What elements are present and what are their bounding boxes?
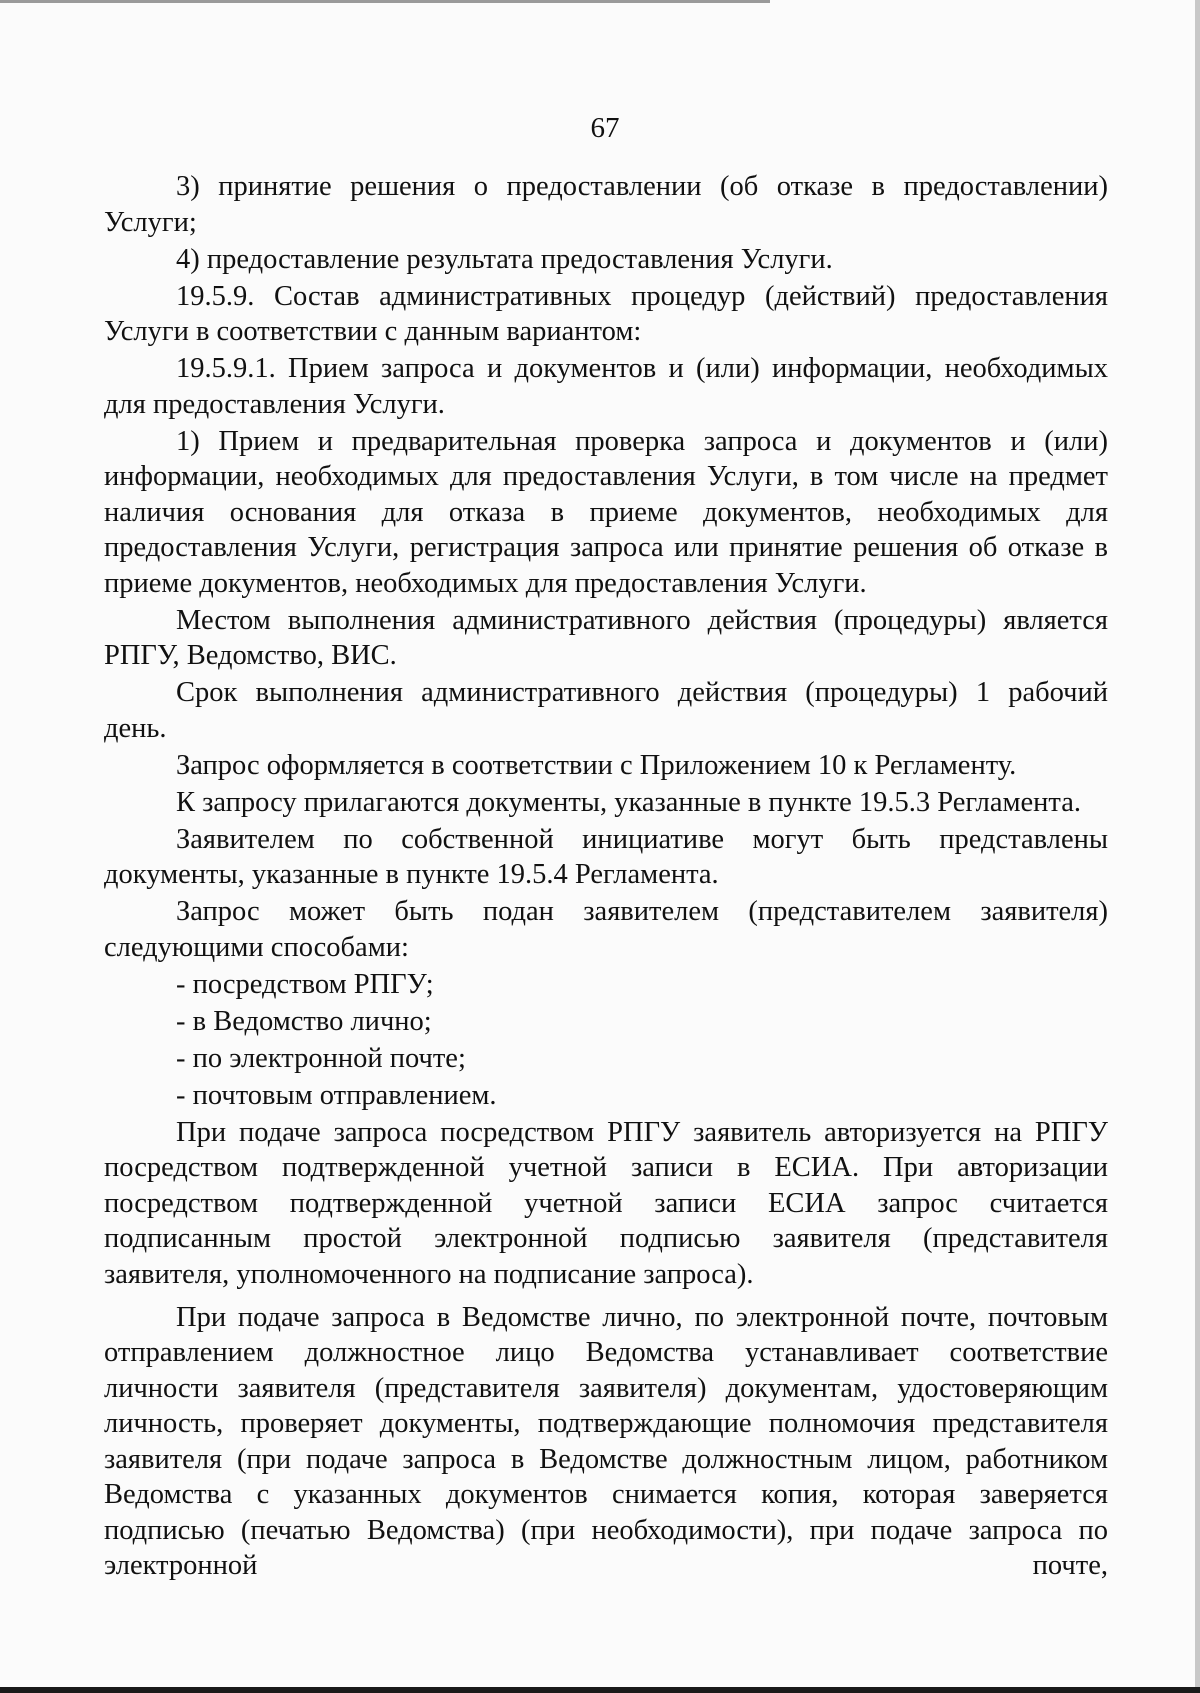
scan-top-edge: [0, 0, 770, 3]
page-number: 67: [590, 112, 620, 144]
paragraph-rpgu-submission: При подаче запроса посредством РПГУ заявитель авторизуется на РПГУ посредством подтвержденной учетной записи в ЕСИА. При авторизации посредством подтвержденной учетной записи ЕСИА запрос считается подписанным простой электронной подписью заявителя (представителя заявителя, уполномоченного на подписание запроса).: [104, 1116, 1108, 1290]
paragraph-step-1: 1) Прием и предварительная проверка запроса и документов и (или) информации, необходимых для предоставления Услуги, в том числе на предмет наличия основания для отказа в приеме документов, необходимых для предоставления Услуги, регистрация запроса или принятие решения об отказе в приеме документов, необходимых для предоставления Услуги.: [104, 425, 1108, 599]
list-item: - посредством РПГУ;: [176, 968, 434, 1000]
scan-bottom-edge: [0, 1687, 1200, 1693]
list-item: - в Ведомство лично;: [176, 1005, 432, 1037]
paragraph-request-form: Запрос оформляется в соответствии с Приложением 10 к Регламенту.: [176, 749, 1017, 781]
paragraph-own-initiative: Заявителем по собственной инициативе могут быть представлены документы, указанные в пункте 19.5.4 Регламента.: [104, 823, 1108, 890]
paragraph-19-5-9: 19.5.9. Состав административных процедур (действий) предоставления Услуги в соответствии с данным вариантом:: [104, 280, 1108, 347]
document-body: [104, 169, 1108, 1585]
paragraph-submission-ways: Запрос может быть подан заявителем (представителем заявителя) следующими способами:: [104, 896, 1108, 963]
list-item: - почтовым отправлением.: [176, 1079, 497, 1111]
paragraph-item-4: 4) предоставление результата предоставления Услуги.: [176, 243, 833, 275]
paragraph-item-3: 3) принятие решения о предоставлении (об отказе в предоставлении) Услуги;: [104, 171, 1108, 238]
paragraph-term: Срок выполнения административного действия (процедуры) 1 рабочий день.: [104, 677, 1108, 744]
paragraph-19-5-9-1: 19.5.9.1. Прием запроса и документов и (или) информации, необходимых для предоставления Услуги.: [104, 353, 1108, 420]
paragraph-place: Местом выполнения административного действия (процедуры) является РПГУ, Ведомство, ВИС.: [104, 604, 1108, 671]
scan-right-edge: [1195, 0, 1200, 1693]
paragraph-attachments: К запросу прилагаются документы, указанные в пункте 19.5.3 Регламента.: [176, 786, 1082, 818]
list-item: - по электронной почте;: [176, 1042, 466, 1074]
paragraph-in-person-submission: При подаче запроса в Ведомстве лично, по электронной почте, почтовым отправлением должностное лицо Ведомства устанавливает соответствие личности заявителя (представителя заявителя) документам, удостоверяющим личность, проверяет документы, подтверждающие полномочия представителя заявителя (при подаче запроса в Ведомстве должностным лицом, работником Ведомства с указанных документов снимается копия, которая заверяется подписью (печатью Ведомства) (при необходимости), при подаче запроса по электронной почте,: [104, 1301, 1108, 1581]
